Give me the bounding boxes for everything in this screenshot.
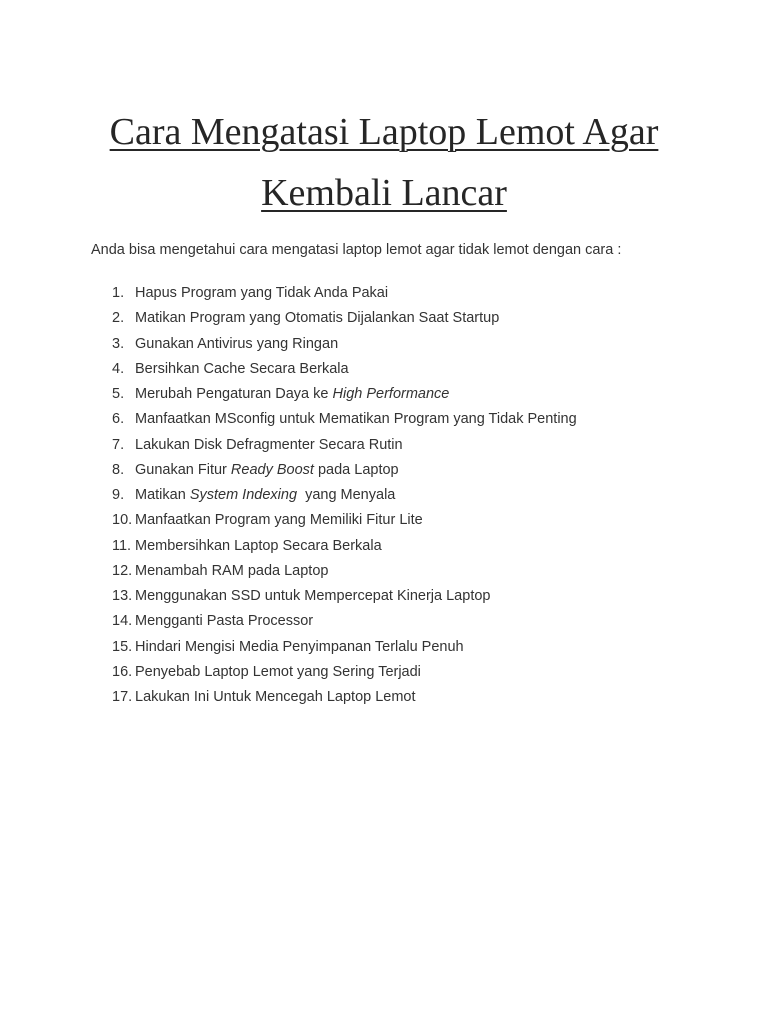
list-item-number: 6. [112, 411, 125, 428]
list-item-number: 1. [112, 285, 125, 301]
list-item-text: Gunakan Antivirus yang Ringan [135, 335, 339, 352]
list-item-text: Lakukan Ini Untuk Mencegah Laptop Lemot [135, 689, 416, 705]
list-item-text: Membersihkan Laptop Secara Berkala [135, 537, 382, 554]
list-item-text: Merubah Pengaturan Daya ke High Performance [135, 386, 450, 402]
list-item-text: Manfaatkan Program yang Memiliki Fitur Lite [135, 512, 423, 529]
list-item-number: 11. [112, 537, 132, 554]
title-line-2: Kembali Lancar [261, 172, 507, 214]
list-item-text: Matikan Program yang Otomatis Dijalankan Saat Startup [135, 310, 500, 327]
list-item-number: 14. [112, 613, 133, 630]
list-item-number: 16. [112, 663, 133, 680]
list-item-text: Lakukan Disk Defragmenter Secara Rutin [135, 436, 403, 453]
list-item-text: Hapus Program yang Tidak Anda Pakai [135, 285, 389, 301]
list-item-number: 5. [112, 386, 125, 402]
list-item-text: Menggunakan SSD untuk Mempercepat Kinerja Laptop [135, 588, 491, 604]
title-line-1: Cara Mengatasi Laptop Lemot Agar [109, 111, 659, 153]
list-item-number: 8. [112, 461, 125, 478]
list-item-text: Menambah RAM pada Laptop [135, 562, 329, 579]
list-item-text: Manfaatkan MSconfig untuk Mematikan Program yang Tidak Penting [135, 411, 577, 428]
list-item-number: 10. [112, 512, 133, 529]
list-item-text: Mengganti Pasta Processor [135, 613, 314, 630]
list-item-number: 13. [112, 588, 133, 604]
list-item-number: 3. [112, 335, 125, 352]
list-item-text: Bersihkan Cache Secara Berkala [135, 360, 349, 377]
list-item-text: Penyebab Laptop Lemot yang Sering Terjadi [135, 663, 421, 680]
list-item-number: 12. [112, 562, 133, 579]
list-item-text: Gunakan Fitur Ready Boost pada Laptop [135, 461, 399, 478]
list-item-number: 9. [112, 487, 125, 503]
intro-paragraph: Anda bisa mengetahui cara mengatasi laptop lemot agar tidak lemot dengan cara : [91, 242, 622, 258]
list-item-number: 15. [112, 638, 133, 655]
list-item-number: 2. [112, 310, 125, 327]
list-item-text: Matikan System Indexing yang Menyala [135, 487, 396, 503]
list-item-number: 4. [112, 360, 125, 377]
list-item-text: Hindari Mengisi Media Penyimpanan Terlalu Penuh [135, 638, 464, 655]
list-item-number: 17. [112, 689, 133, 705]
page-title [0, 102, 768, 224]
list-item-number: 7. [112, 436, 125, 453]
